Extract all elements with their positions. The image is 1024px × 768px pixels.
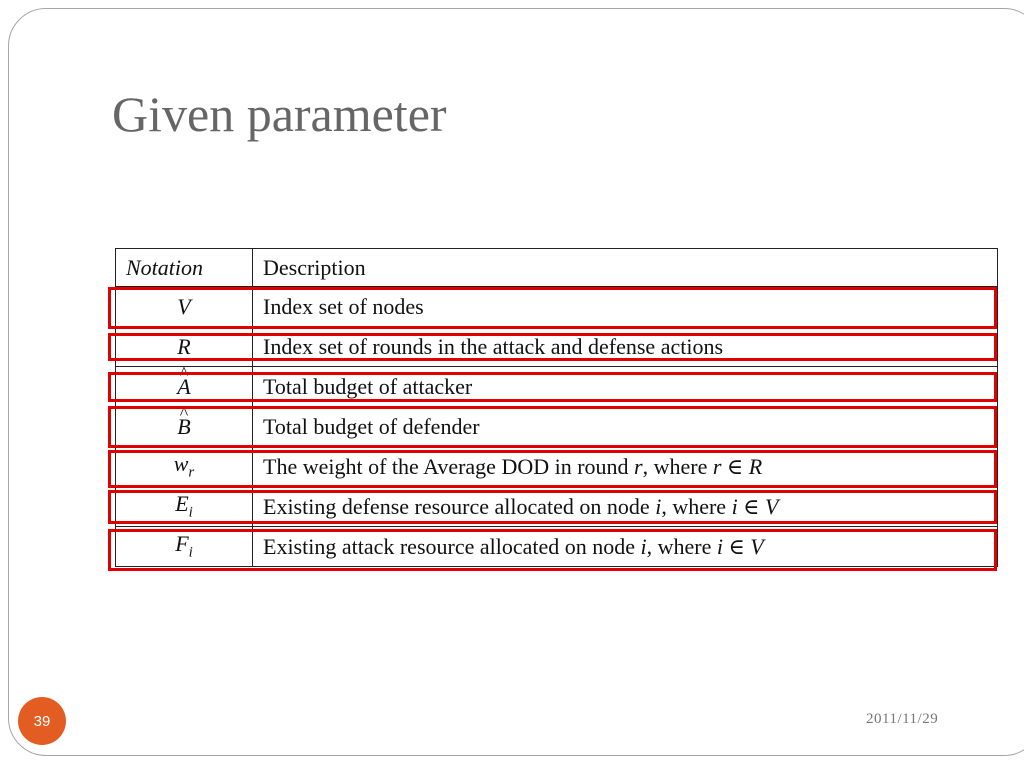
description-math: r ∈ R bbox=[712, 453, 763, 479]
header-description: Description bbox=[253, 249, 998, 287]
description-cell bbox=[253, 447, 998, 487]
description-text: The weight of the Average DOD in round bbox=[263, 453, 635, 479]
notation-symbol bbox=[175, 531, 193, 561]
slide-date: 2011/11/29 bbox=[866, 711, 939, 727]
table-row bbox=[116, 327, 998, 367]
notation-symbol bbox=[173, 451, 195, 481]
description-cell bbox=[253, 487, 998, 527]
parameter-table bbox=[115, 248, 998, 567]
description-text: , where bbox=[642, 453, 713, 479]
symbol-base: w bbox=[173, 451, 189, 477]
table-row bbox=[116, 287, 998, 327]
page-number-badge: 39 bbox=[18, 697, 66, 745]
description-math: i bbox=[655, 493, 662, 519]
description-math: r bbox=[634, 453, 643, 479]
notation-symbol: R bbox=[177, 333, 191, 359]
symbol-subscript: i bbox=[188, 504, 193, 521]
symbol-subscript: i bbox=[188, 544, 193, 561]
description-math: i bbox=[640, 533, 647, 559]
description-text: Existing attack resource allocated on node bbox=[263, 533, 641, 559]
description-cell: Total budget of defender bbox=[253, 407, 998, 447]
notation-cell bbox=[116, 487, 253, 527]
symbol-base: E bbox=[175, 491, 189, 517]
notation-cell bbox=[116, 447, 253, 487]
description-math: i ∈ V bbox=[731, 493, 779, 519]
slide-title: Given parameter bbox=[112, 86, 447, 142]
table-row bbox=[116, 527, 998, 567]
notation-cell bbox=[116, 367, 253, 407]
header-notation: Notation bbox=[116, 249, 253, 287]
symbol-subscript: r bbox=[188, 464, 195, 481]
notation-cell bbox=[116, 287, 253, 327]
notation-symbol: ^ A bbox=[177, 374, 190, 400]
description-text: , where bbox=[661, 493, 732, 519]
description-math: i ∈ V bbox=[716, 533, 764, 559]
table-row bbox=[116, 447, 998, 487]
description-cell bbox=[253, 527, 998, 567]
notation-symbol: V bbox=[177, 293, 191, 319]
notation-cell bbox=[116, 327, 253, 367]
table-header-row bbox=[116, 249, 998, 287]
table-row bbox=[116, 367, 998, 407]
parameter-table-container bbox=[115, 248, 997, 567]
notation-symbol bbox=[175, 491, 193, 521]
description-text: Existing defense resource allocated on node bbox=[263, 493, 656, 519]
description-cell: Total budget of attacker bbox=[253, 367, 998, 407]
notation-cell bbox=[116, 407, 253, 447]
notation-cell bbox=[116, 527, 253, 567]
description-cell: Index set of nodes bbox=[253, 287, 998, 327]
description-cell: Index set of rounds in the attack and defense actions bbox=[253, 327, 998, 367]
table-row bbox=[116, 487, 998, 527]
symbol-base: F bbox=[175, 531, 189, 557]
notation-symbol: ^ B bbox=[177, 414, 190, 440]
description-text: , where bbox=[646, 533, 717, 559]
table-row bbox=[116, 407, 998, 447]
